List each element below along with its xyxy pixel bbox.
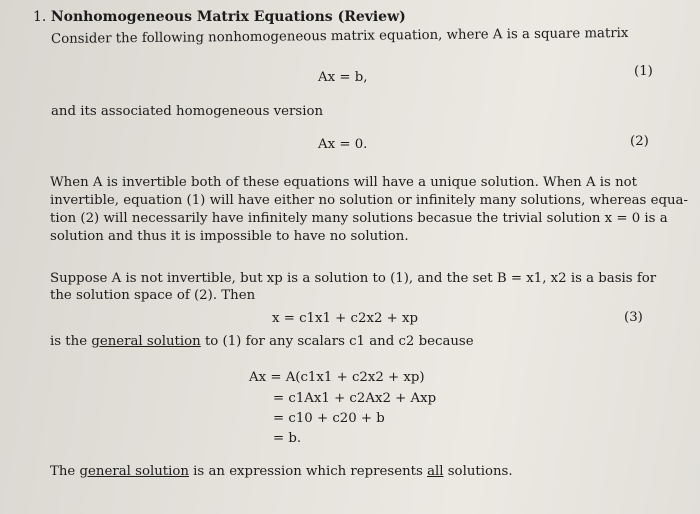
closing-suffix: solutions.	[447, 464, 513, 479]
paragraph-line: tion (2) will necessarily have infinitely many solutions becasue the trivial solution x = 0 is a	[50, 211, 668, 226]
closing-line	[50, 464, 513, 480]
closing-prefix: The	[50, 464, 76, 479]
equation-1: Ax = b,	[318, 70, 368, 85]
closing-all-emphasis: all	[427, 464, 444, 479]
general-solution-term: general solution	[91, 334, 201, 349]
equation-2-number: (2)	[630, 134, 649, 149]
paragraph-line: Suppose A is not invertible, but xp is a solution to (1), and the set B = x1, x2 is a basis for	[50, 271, 657, 286]
equation-2: Ax = 0.	[318, 137, 368, 152]
general-line-suffix: to (1) for any scalars c1 and c2 because	[204, 334, 474, 349]
section-number: 1.	[33, 9, 47, 25]
closing-general-solution-term: general solution	[79, 464, 189, 479]
equation-1-number: (1)	[634, 64, 653, 79]
paragraph-line: invertible, equation (1) will have either no solution or infinitely many solutions, whereas equa-	[50, 193, 688, 208]
general-solution-line	[50, 334, 474, 350]
derivation-line: = c10 + c20 + b	[273, 411, 385, 426]
equation-3: x = c1x1 + c2x2 + xp	[272, 311, 419, 326]
derivation-line: = b.	[273, 431, 302, 446]
intro-text: Consider the following nonhomogeneous matrix equation, where A is a square matrix	[50, 25, 629, 47]
homogeneous-intro: and its associated homogeneous version	[51, 104, 324, 119]
equation-3-number: (3)	[624, 310, 643, 325]
paragraph-line: When A is invertible both of these equations will have a unique solution. When A is not	[50, 175, 637, 190]
section-heading	[33, 9, 406, 25]
paragraph-line: solution and thus it is impossible to have no solution.	[50, 229, 409, 244]
derivation-line: Ax = A(c1x1 + c2x2 + xp)	[249, 370, 425, 385]
section-title: Nonhomogeneous Matrix Equations (Review)	[50, 9, 406, 25]
general-line-prefix: is the	[50, 334, 88, 349]
paragraph-line: the solution space of (2). Then	[50, 288, 256, 303]
closing-middle: is an expression which represents	[193, 464, 423, 479]
derivation-line: = c1Ax1 + c2Ax2 + Axp	[273, 391, 437, 406]
